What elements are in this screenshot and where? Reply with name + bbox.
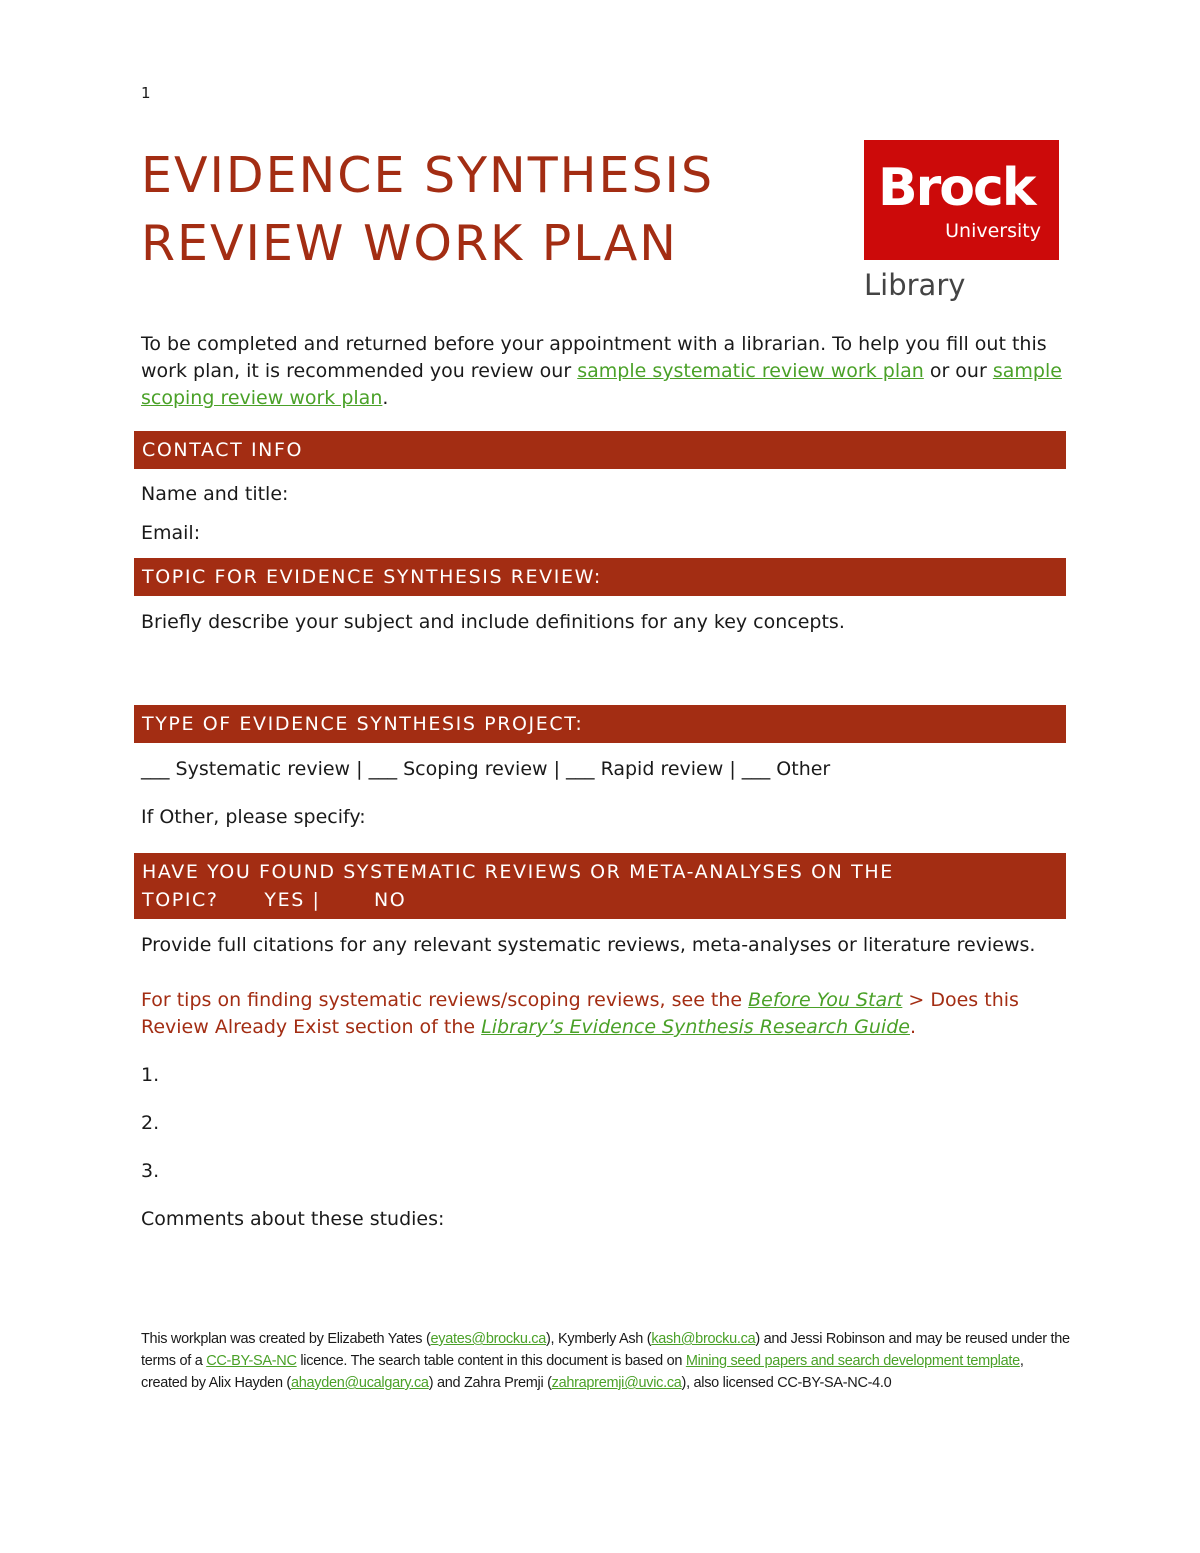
brock-university-logo — [864, 140, 1059, 260]
tip-text: > Does this Review Already Exist section of the — [141, 989, 1019, 1038]
section-header-label: HAVE YOU FOUND SYSTEMATIC REVIEWS OR META-ANALYSES ON THE — [142, 861, 894, 883]
citation-item-1: 1. — [141, 1064, 160, 1086]
section-header-found-reviews — [134, 853, 1066, 919]
section-header-type — [134, 705, 1066, 743]
email-link-ahayden[interactable]: ahayden@ucalgary.ca — [290, 1375, 429, 1391]
section-header-label: TOPIC FOR EVIDENCE SYNTHESIS REVIEW: — [142, 566, 602, 588]
section-header-label: TOPIC? YES | NO — [142, 889, 407, 911]
email-link-zpremji[interactable]: zahrapremji@uvic.ca — [551, 1375, 682, 1391]
tip-text: For tips on finding systematic reviews/scoping reviews, see the — [141, 989, 749, 1011]
section-header-label: CONTACT INFO — [142, 439, 304, 461]
title-line-2: REVIEW WORK PLAN — [141, 215, 678, 272]
research-guide-link[interactable]: Library’s Evidence Synthesis Research Guide — [481, 1016, 910, 1038]
page-title — [141, 142, 714, 278]
systematic-review-workplan-link[interactable]: sample systematic review work plan — [577, 360, 924, 382]
tips-paragraph — [141, 987, 1071, 1041]
email-label: Email: — [141, 522, 201, 544]
intro-text: . — [382, 387, 389, 409]
comments-label: Comments about these studies: — [141, 1208, 445, 1230]
intro-text: or our — [923, 360, 993, 382]
topic-prompt: Briefly describe your subject and include definitions for any key concepts. — [141, 611, 845, 633]
email-link-kash[interactable]: kash@brocku.ca — [651, 1331, 756, 1347]
section-header-topic — [134, 558, 1066, 596]
section-header-label: TYPE OF EVIDENCE SYNTHESIS PROJECT: — [142, 713, 584, 735]
license-link[interactable]: CC-BY-SA-NC — [206, 1353, 297, 1369]
name-title-label: Name and title: — [141, 483, 289, 505]
title-line-1: EVIDENCE SYNTHESIS — [141, 147, 715, 204]
other-specify-label: If Other, please specify: — [141, 806, 366, 828]
template-link[interactable]: Mining seed papers and search development template — [685, 1353, 1020, 1369]
citation-item-2: 2. — [141, 1112, 160, 1134]
logo-sub: University — [945, 220, 1041, 242]
logo-brand: Brock — [878, 158, 1035, 218]
intro-paragraph — [141, 331, 1071, 412]
citations-prompt: Provide full citations for any relevant systematic reviews, meta-analyses or literature reviews. — [141, 934, 1036, 956]
citation-item-3: 3. — [141, 1160, 160, 1182]
tip-text: . — [909, 1016, 916, 1038]
logo-library-label: Library — [864, 268, 966, 302]
page-number: 1 — [141, 84, 151, 102]
section-header-contact — [134, 431, 1066, 469]
scoping-review-workplan-link[interactable]: sample scoping review work plan — [141, 360, 1062, 409]
email-link-eyates[interactable]: eyates@brocku.ca — [430, 1331, 547, 1347]
footer-credits: This workplan was created by Elizabeth Yates (eyates@brocku.ca), Kymberly Ash (kash@brocku.ca) and Jessi Robinson and may be reused under the terms of a CC-BY-SA-NC licence. The search table content in this document is based on Mining seed papers and search development template, created by Alix Hayden (ahayden@ucalgary.ca) and Zahra Premji (zahrapremji@uvic.ca), also licensed CC-BY-SA-NC-4.0 — [141, 1331, 1070, 1391]
intro-text: To be completed and returned before your appointment with a librarian. To help you fill out this work plan, it is recommended you review our — [141, 333, 1047, 382]
type-options: ___ Systematic review | ___ Scoping review | ___ Rapid review | ___ Other — [141, 758, 831, 780]
before-you-start-link[interactable]: Before You Start — [748, 989, 903, 1011]
